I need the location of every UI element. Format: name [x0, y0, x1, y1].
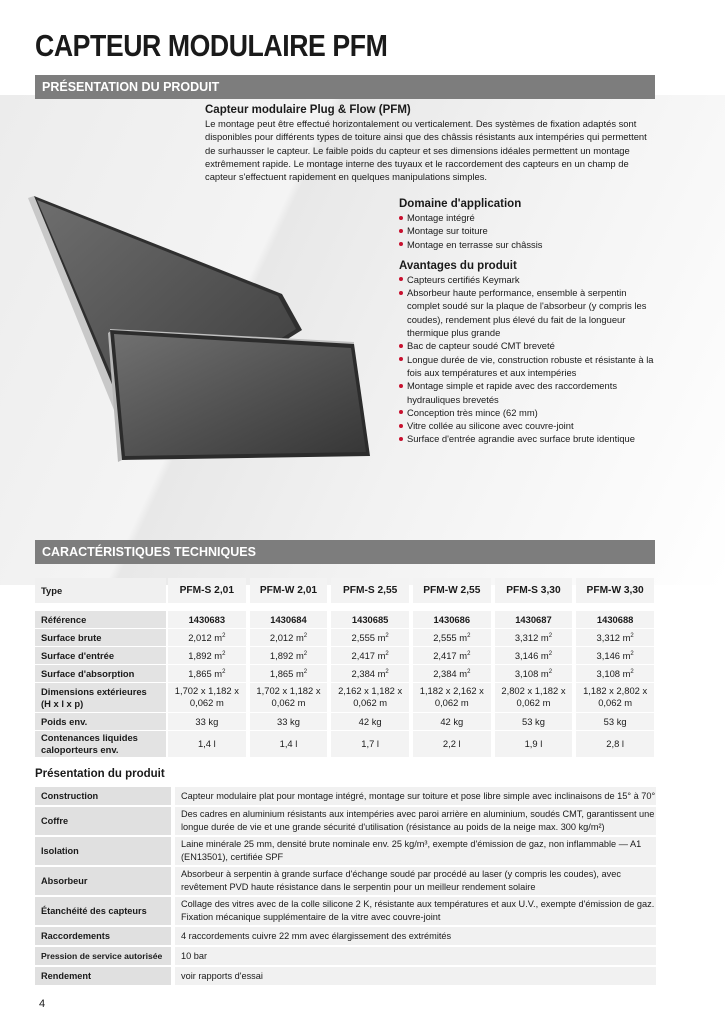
table-cell: 1430685: [331, 611, 409, 628]
table-row: [35, 712, 656, 730]
list-item: Montage simple et rapide avec des raccordements hydrauliques brevetés: [399, 379, 659, 406]
presentation-heading: Présentation du produit: [35, 768, 165, 780]
model-header: PFM-W 3,30: [576, 578, 654, 603]
row-label: Coffre: [35, 807, 171, 835]
specs-table: [35, 578, 656, 757]
feature-column: [399, 198, 659, 455]
table-cell: 1430688: [576, 611, 654, 628]
avantages-heading: Avantages du produit: [399, 259, 517, 272]
list-item: Surface d'entrée agrandie avec surface brute identique: [399, 432, 659, 445]
row-text: Laine minérale 25 mm, densité brute nominale env. 25 kg/m³, exempte d'émission de gaz, non inflammable — A1 (EN13501), certifiée SPF: [175, 837, 656, 865]
table-cell: 1,865 $m^2$: [168, 665, 246, 682]
row-label: Surface d'entrée: [35, 646, 166, 664]
row-label: Absorbeur: [35, 867, 171, 895]
table-cell: 2,012 $m^2$: [250, 629, 328, 646]
table-cell: 2,555 $m^2$: [413, 629, 491, 646]
section-header-presentation: PRÉSENTATION DU PRODUIT: [35, 75, 655, 99]
row-text: 10 bar: [175, 947, 656, 965]
row-label: Construction: [35, 787, 171, 805]
table-row: [35, 610, 656, 628]
row-text: 4 raccordements cuivre 22 mm avec élargissement des extrémités: [175, 927, 656, 945]
table-cell: 2,555 $m^2$: [331, 629, 409, 646]
page-number: 4: [39, 998, 46, 1010]
table-cell: 42 kg: [413, 713, 491, 730]
row-label: Surface brute: [35, 628, 166, 646]
table-cell: 3,108 $m^2$: [495, 665, 573, 682]
table-row: [35, 897, 656, 925]
table-cell: 1,7 l: [331, 731, 409, 757]
table-cell: 3,312 $m^2$: [576, 629, 654, 646]
table-row: [35, 664, 656, 682]
table-cell: 3,146 $m^2$: [495, 647, 573, 664]
table-cell: 3,146 $m^2$: [576, 647, 654, 664]
table-cell: 2,012 $m^2$: [168, 629, 246, 646]
row-label: Contenances liquides caloporteurs env.: [35, 730, 166, 757]
solar-panels-image: [20, 190, 380, 470]
list-item: Absorbeur haute performance, ensemble à serpentin complet soudé sur la plaque de l'absorbeur (y compris les coudes), rendement plus élevé du fait de la longueur thermique plus grande: [399, 286, 659, 339]
table-cell: 1,182 x 2,802 x 0,062 m: [576, 683, 654, 712]
list-item: Montage intégré: [399, 211, 659, 224]
table-row: [35, 730, 656, 757]
intro-block: [205, 104, 657, 183]
table-cell: 1,892 $m^2$: [250, 647, 328, 664]
table-cell: 2,417 $m^2$: [413, 647, 491, 664]
intro-heading: Capteur modulaire Plug & Flow (PFM): [205, 104, 411, 116]
table-cell: 1,892 $m^2$: [168, 647, 246, 664]
list-item: Capteurs certifiés Keymark: [399, 273, 659, 286]
section-header-specs: CARACTÉRISTIQUES TECHNIQUES: [35, 540, 655, 564]
row-label: Dimensions extérieures (H x l x p): [35, 682, 166, 712]
table-row: [35, 578, 656, 603]
row-label: Poids env.: [35, 712, 166, 730]
table-cell: 2,162 x 1,182 x 0,062 m: [331, 683, 409, 712]
row-text: Capteur modulaire plat pour montage intégré, montage sur toiture et pose libre simple avec inclinaisons de 15° à 70°: [175, 787, 656, 805]
row-label: Surface d'absorption: [35, 664, 166, 682]
model-header: PFM-S 3,30: [495, 578, 573, 603]
table-cell: 33 kg: [250, 713, 328, 730]
table-cell: 33 kg: [168, 713, 246, 730]
table-row: [35, 682, 656, 712]
table-cell: 3,108 $m^2$: [576, 665, 654, 682]
list-item: Montage en terrasse sur châssis: [399, 238, 659, 251]
table-cell: 1,182 x 2,162 x 0,062 m: [413, 683, 491, 712]
page-title: CAPTEUR MODULAIRE PFM: [35, 28, 388, 63]
list-item: Longue durée de vie, construction robuste et résistante à la fois aux températures et aux intempéries: [399, 353, 659, 380]
table-row: [35, 867, 656, 895]
model-header: PFM-S 2,55: [331, 578, 409, 603]
table-cell: 2,384 $m^2$: [331, 665, 409, 682]
table-row: [35, 787, 656, 805]
presentation-table: [35, 785, 656, 987]
table-cell: 53 kg: [495, 713, 573, 730]
intro-body: Le montage peut être effectué horizontalement ou verticalement. Des systèmes de fixation adaptés sont disponibles pour différents types de toiture ainsi que des châssis résistants aux intempéries qui permettent de surhausser le capteur. Le faible poids du capteur et ses dimensions idéales permettent un montage extrêmement rapide. Le montage interne des tuyaux et le raccordement des capteurs en un champ de capteur s'effectuent rapidement en quelques manipulations simples.: [205, 118, 647, 183]
row-text: Des cadres en aluminium résistants aux intempéries avec paroi arrière en aluminium, soudés CMT, garantissent une longue durée de vie et une grande sécurité d'utilisation (résistance au poids de la neige max. 300 kg/m²): [175, 807, 656, 835]
list-item: Vitre collée au silicone avec couvre-joint: [399, 419, 659, 432]
list-item: Conception très mince (62 mm): [399, 406, 659, 419]
model-header: PFM-W 2,55: [413, 578, 491, 603]
table-cell: 1,702 x 1,182 x 0,062 m: [250, 683, 328, 712]
row-label: Pression de service autorisée: [35, 947, 171, 965]
list-item: Montage sur toiture: [399, 224, 659, 237]
table-cell: 2,8 l: [576, 731, 654, 757]
row-label: Étanchéité des capteurs: [35, 897, 171, 925]
table-row: [35, 646, 656, 664]
table-cell: 1,4 l: [168, 731, 246, 757]
table-cell: 2,384 $m^2$: [413, 665, 491, 682]
row-text: voir rapports d'essai: [175, 967, 656, 985]
domaine-list: [399, 211, 659, 251]
table-row: [35, 947, 656, 965]
table-cell: 3,312 $m^2$: [495, 629, 573, 646]
list-item: Bac de capteur soudé CMT breveté: [399, 339, 659, 352]
table-cell: 2,802 x 1,182 x 0,062 m: [495, 683, 573, 712]
table-row: [35, 927, 656, 945]
solar-panel-front: [108, 329, 370, 462]
row-label: Raccordements: [35, 927, 171, 945]
table-cell: 1,9 l: [495, 731, 573, 757]
type-label: Type: [35, 578, 166, 603]
avantages-list: [399, 273, 659, 446]
row-text: Collage des vitres avec de la colle silicone 2 K, résistante aux températures et aux U.V., exempte d'émission de gaz. Fixation mécanique supplémentaire de la vitre avec couvre-joint: [175, 897, 656, 925]
table-row: [35, 967, 656, 985]
table-cell: 1430684: [250, 611, 328, 628]
model-header: PFM-S 2,01: [168, 578, 246, 603]
table-row: [35, 837, 656, 865]
row-label: Rendement: [35, 967, 171, 985]
domaine-heading: Domaine d'application: [399, 198, 522, 210]
table-cell: 53 kg: [576, 713, 654, 730]
table-cell: 42 kg: [331, 713, 409, 730]
model-header: PFM-W 2,01: [250, 578, 328, 603]
row-label: Référence: [35, 610, 166, 628]
table-cell: 1,702 x 1,182 x 0,062 m: [168, 683, 246, 712]
table-cell: 2,2 l: [413, 731, 491, 757]
table-cell: 1,4 l: [250, 731, 328, 757]
table-cell: 2,417 $m^2$: [331, 647, 409, 664]
table-cell: 1430683: [168, 611, 246, 628]
table-cell: 1430686: [413, 611, 491, 628]
row-text: Absorbeur à serpentin à grande surface d'échange soudé par procédé au laser (y compris les coudes), avec revêtement PVD haute résistance dans le serpentin pour un meilleur rendement solaire: [175, 867, 656, 895]
table-cell: 1,865 $m^2$: [250, 665, 328, 682]
table-cell: 1430687: [495, 611, 573, 628]
table-row: [35, 628, 656, 646]
table-row: [35, 807, 656, 835]
row-label: Isolation: [35, 837, 171, 865]
